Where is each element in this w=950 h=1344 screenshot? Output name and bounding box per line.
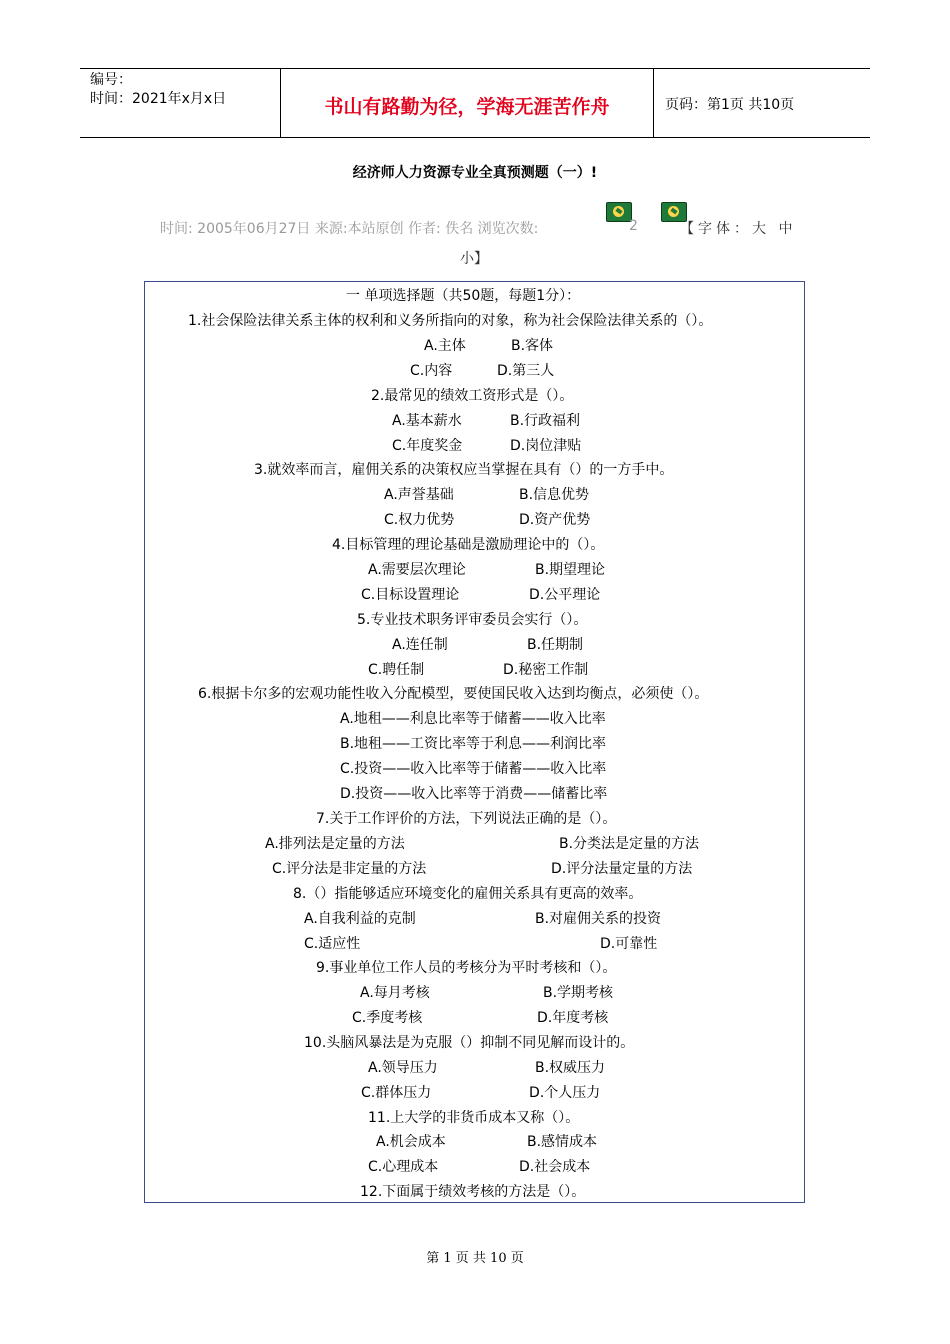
font-size-selector[interactable]: 【字体：大 中 <box>680 221 797 237</box>
question-text: 2.最常见的绩效工资形式是（）。 <box>371 388 574 404</box>
option: D.评分法量定量的方法 <box>551 861 693 877</box>
doc-title: 经济师人力资源专业全真预测题（一）! <box>352 165 598 181</box>
option: C.年度奖金 <box>392 438 463 454</box>
doc-meta: 时间: 2005年06月27日 来源:本站原创 作者: 佚名 浏览次数: <box>160 221 539 237</box>
header-motto-cell <box>281 69 654 137</box>
option: A.领导压力 <box>368 1060 438 1076</box>
code-label: 编号： <box>90 72 132 88</box>
question-text: 11.上大学的非货币成本又称（）。 <box>368 1110 580 1126</box>
question-text: 8.（）指能够适应环境变化的雇佣关系具有更高的效率。 <box>293 886 643 902</box>
question-text: 9.事业单位工作人员的考核分为平时考核和（）。 <box>316 960 617 976</box>
option: C.权力优势 <box>384 512 455 528</box>
view-count: 2 <box>629 218 638 234</box>
document-header <box>80 68 870 138</box>
section-heading: 一 单项选择题（共50题，每题1分）： <box>346 288 581 304</box>
option: D.秘密工作制 <box>503 662 589 678</box>
option: A.主体 <box>424 338 466 354</box>
option: B.权威压力 <box>535 1060 606 1076</box>
option: D.岗位津贴 <box>510 438 582 454</box>
option: B.分类法是定量的方法 <box>559 836 700 852</box>
option: C.群体压力 <box>361 1085 432 1101</box>
header-page-cell <box>654 69 870 137</box>
option: C.目标设置理论 <box>361 587 460 603</box>
option: C.内容 <box>410 363 453 379</box>
option: D.个人压力 <box>529 1085 601 1101</box>
option: A.每月考核 <box>360 985 430 1001</box>
question-text: 3.就效率而言，雇佣关系的决策权应当掌握在具有（）的一方手中。 <box>254 462 674 478</box>
option: A.地租——利息比率等于储蓄——收入比率 <box>340 711 606 727</box>
page-footer: 第 1 页 共 10 页 <box>426 1251 524 1266</box>
option: A.机会成本 <box>376 1134 446 1150</box>
option: B.对雇佣关系的投资 <box>535 911 662 927</box>
option: A.连任制 <box>392 637 448 653</box>
option: B.行政福利 <box>510 413 581 429</box>
option: A.基本薪水 <box>392 413 462 429</box>
option: C.季度考核 <box>352 1010 423 1026</box>
option: D.资产优势 <box>519 512 591 528</box>
option: B.任期制 <box>527 637 584 653</box>
option: C.投资——收入比率等于储蓄——收入比率 <box>340 761 607 777</box>
font-size-small[interactable]: 小】 <box>460 251 488 267</box>
option: D.公平理论 <box>529 587 601 603</box>
question-text: 5.专业技术职务评审委员会实行（）。 <box>357 612 588 628</box>
option: C.心理成本 <box>368 1159 439 1175</box>
page-info: 页码：第1页 共10页 <box>665 97 795 113</box>
option: B.信息优势 <box>519 487 590 503</box>
question-text: 6.根据卡尔多的宏观功能性收入分配模型，要使国民收入达到均衡点，必须使（）。 <box>198 686 709 702</box>
option: C.聘任制 <box>368 662 425 678</box>
question-text: 12.下面属于绩效考核的方法是（）。 <box>360 1184 586 1200</box>
option: D.投资——收入比率等于消费——储蓄比率 <box>340 786 608 802</box>
option: B.客体 <box>511 338 554 354</box>
option: B.期望理论 <box>535 562 606 578</box>
header-meta-cell <box>80 69 281 137</box>
option: D.可靠性 <box>600 936 658 952</box>
option: D.年度考核 <box>537 1010 609 1026</box>
option: B.感情成本 <box>527 1134 598 1150</box>
question-text: 7.关于工作评价的方法，下列说法正确的是（）。 <box>316 811 617 827</box>
option: D.第三人 <box>497 363 555 379</box>
option: B.学期考核 <box>543 985 614 1001</box>
question-text: 4.目标管理的理论基础是激励理论中的（）。 <box>332 537 605 553</box>
option: B.地租——工资比率等于利息——利润比率 <box>340 736 607 752</box>
option: A.排列法是定量的方法 <box>265 836 405 852</box>
date-label: 时间：2021年x月x日 <box>90 91 227 107</box>
question-text: 10.头脑风暴法是为克服（）抑制不同见解而设计的。 <box>304 1035 635 1051</box>
option: A.自我利益的克制 <box>304 911 416 927</box>
option: D.社会成本 <box>519 1159 591 1175</box>
option: C.适应性 <box>304 936 361 952</box>
option: A.声誉基础 <box>384 487 454 503</box>
question-text: 1.社会保险法律关系主体的权利和义务所指向的对象，称为社会保险法律关系的（）。 <box>188 313 713 329</box>
motto: 书山有路勤为径，学海无涯苦作舟 <box>324 96 610 118</box>
option: A.需要层次理论 <box>368 562 466 578</box>
option: C.评分法是非定量的方法 <box>272 861 427 877</box>
